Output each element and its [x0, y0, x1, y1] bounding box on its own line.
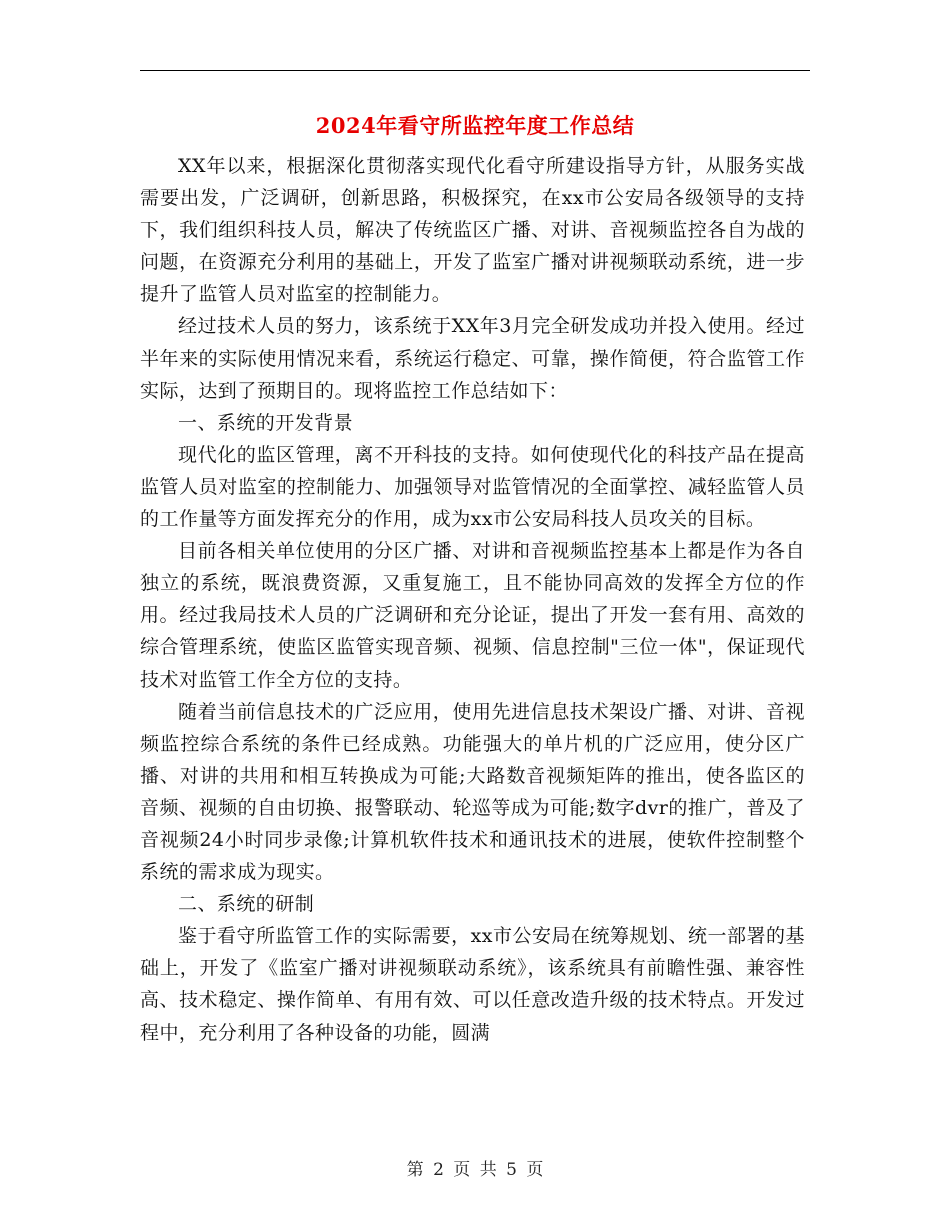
paragraph-development-1: 鉴于看守所监管工作的实际需要，xx市公安局在统筹规划、统一部署的基础上，开发了《监室广播对讲视频联动系统》，该系统具有前瞻性强、兼容性高、技术稳定、操作简单、有用有效、可以任意改造升级的技术特点。开发过程中，充分利用了各种设备的功能，圆满: [140, 925, 805, 1044]
paragraph-results: 经过技术人员的努力，该系统于XX年3月完全研发成功并投入使用。经过半年来的实际使用情况来看，系统运行稳定、可靠，操作简便，符合监管工作实际，达到了预期目的。现将监控工作总结如下：: [140, 315, 805, 402]
section-heading-background: 一、系统的开发背景: [178, 411, 354, 434]
header-rule: [140, 70, 810, 71]
document-title: 2024年看守所监控年度工作总结: [315, 113, 635, 138]
page-number-footer: 第 2 页 共 5 页: [406, 1160, 544, 1180]
paragraph-intro: XX年以来，根据深化贯彻落实现代化看守所建设指导方针，从服务实战需要出发，广泛调研，创新思路，积极探究，在xx市公安局各级领导的支持下，我们组织科技人员，解决了传统监区广播、对讲、音视频监控各自为战的问题，在资源充分利用的基础上，开发了监室广播对讲视频联动系统，进一步提升了监管人员对监室的控制能力。: [140, 155, 805, 306]
section-heading-development: 二、系统的研制: [178, 893, 315, 916]
paragraph-background-2: 目前各相关单位使用的分区广播、对讲和音视频监控基本上都是作为各自独立的系统，既浪费资源，又重复施工，且不能协同高效的发挥全方位的作用。经过我局技术人员的广泛调研和充分论证，提出了开发一套有用、高效的综合管理系统，使监区监管实现音频、视频、信息控制"三位一体"，保证现代技术对监管工作全方位的支持。: [140, 540, 805, 691]
paragraph-background-3: 随着当前信息技术的广泛应用，使用先进信息技术架设广播、对讲、音视频监控综合系统的条件已经成熟。功能强大的单片机的广泛应用，使分区广播、对讲的共用和相互转换成为可能;大路数音视频矩阵的推出，使各监区的音频、视频的自由切换、报警联动、轮巡等成为可能;数字dvr的推广，普及了音视频24小时同步录像;计算机软件技术和通讯技术的进展，使软件控制整个系统的需求成为现实。: [140, 700, 805, 884]
document-body: [140, 150, 805, 1049]
paragraph-background-1: 现代化的监区管理，离不开科技的支持。如何使现代化的科技产品在提高监管人员对监室的控制能力、加强领导对监管情况的全面掌控、减轻监管人员的工作量等方面发挥充分的作用，成为xx市公安局科技人员攻关的目标。: [140, 443, 805, 531]
